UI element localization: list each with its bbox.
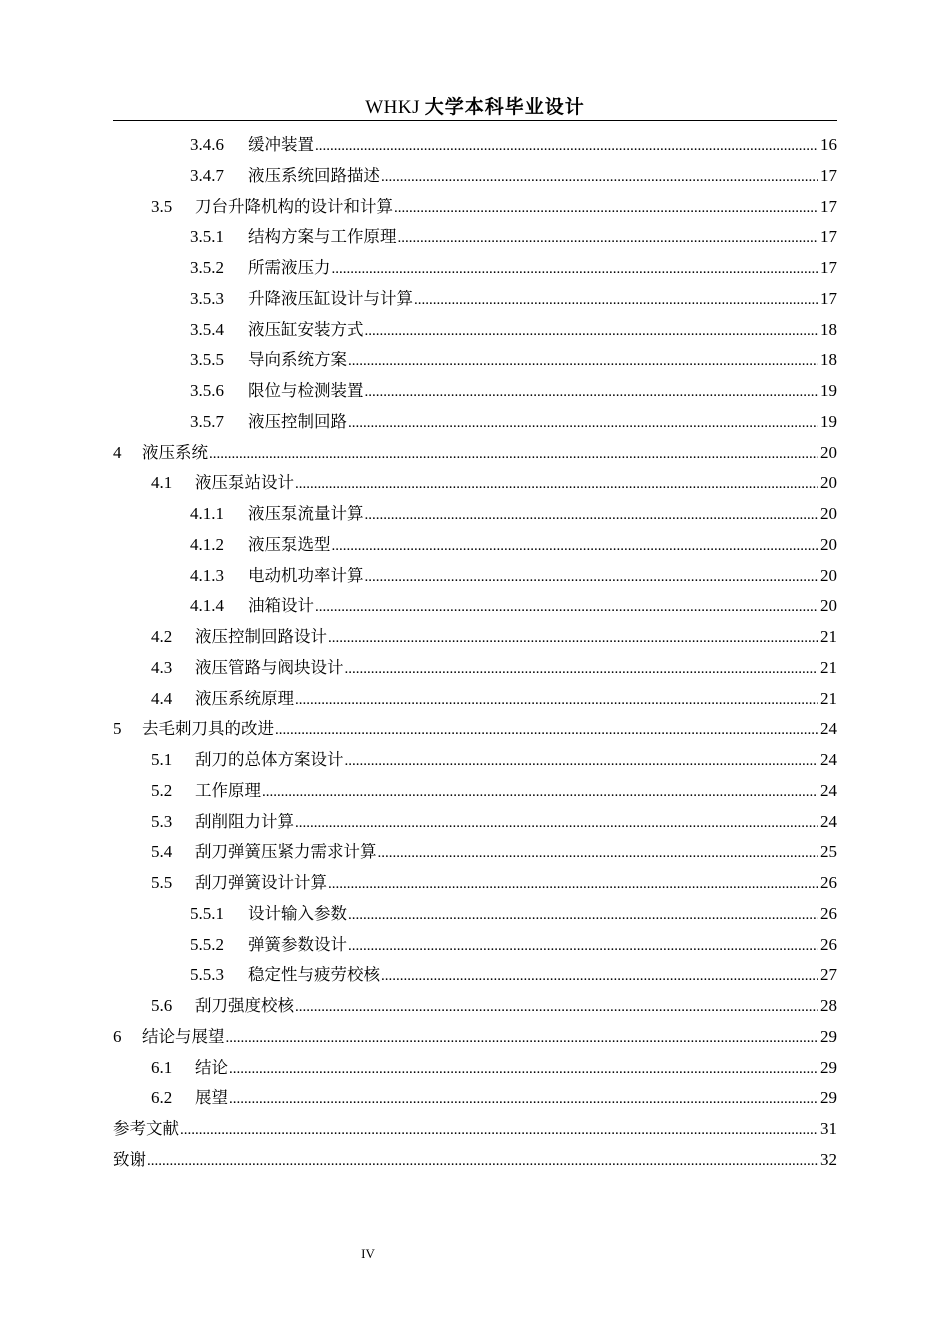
toc-entry-number: 5.5: [151, 873, 173, 892]
toc-entry[interactable]: [113, 345, 837, 376]
toc-dot-leader: [229, 1053, 818, 1085]
toc-entry-number: 3.5.7: [190, 411, 224, 431]
toc-entry[interactable]: [113, 622, 837, 653]
toc-dot-leader: [365, 499, 819, 531]
toc-entry-page: 20: [820, 534, 837, 554]
toc-entry-number: 5.5.2: [190, 934, 224, 954]
toc-entry-number: 3.4.6: [190, 135, 224, 154]
toc-dot-leader: [381, 960, 818, 992]
toc-entry-number: 5.1: [151, 750, 173, 769]
toc-dot-leader: [381, 161, 818, 193]
toc-entry[interactable]: [113, 591, 837, 622]
toc-dot-leader: [365, 376, 819, 408]
toc-entry-page: 18: [820, 319, 837, 339]
toc-entry-page: 17: [820, 165, 837, 185]
toc-dot-leader: [348, 407, 818, 439]
toc-dot-leader: [226, 1022, 819, 1054]
toc-entry-title: 液压控制回路设计: [195, 627, 327, 646]
toc-entry-number: 4.1: [151, 473, 173, 493]
toc-entry[interactable]: [113, 930, 837, 961]
toc-entry[interactable]: [113, 284, 837, 315]
toc-entry-page: 20: [820, 565, 837, 585]
toc-dot-leader: [229, 1083, 818, 1115]
toc-entry-title: 液压系统: [142, 442, 208, 462]
toc-entry-number: 5: [113, 719, 122, 739]
toc-entry-number: 3.4.7: [190, 165, 224, 185]
toc-dot-leader: [328, 868, 818, 900]
toc-entry-number: 5.6: [151, 996, 173, 1015]
toc-dot-leader: [348, 899, 818, 931]
toc-dot-leader: [348, 930, 818, 962]
toc-entry-title: 刮刀的总体方案设计: [195, 750, 344, 769]
toc-dot-leader: [295, 807, 818, 839]
toc-dot-leader: [315, 130, 818, 162]
toc-entry-title: 刮刀强度校核: [195, 996, 294, 1015]
toc-entry-title: 油箱设计: [248, 596, 314, 616]
toc-dot-leader: [332, 253, 819, 285]
toc-entry-title: 展望: [195, 1088, 228, 1108]
toc-entry-page: 20: [820, 504, 837, 523]
toc-entry[interactable]: [113, 530, 837, 561]
toc-entry-page: 21: [820, 688, 837, 708]
toc-entry-number: 5.5.3: [190, 965, 224, 985]
toc-dot-leader: [262, 776, 818, 808]
toc-entry-page: 17: [820, 227, 837, 247]
toc-entry-title: 液压缸安装方式: [248, 319, 364, 339]
toc-dot-leader: [394, 192, 818, 224]
header-latin: WHKJ: [365, 97, 420, 118]
toc-entry[interactable]: [113, 1053, 837, 1084]
toc-entry[interactable]: [113, 807, 837, 838]
toc-entry-title: 刮刀弹簧设计计算: [195, 873, 327, 892]
toc-entry-number: 3.5: [151, 196, 173, 216]
toc-entry-title: 稳定性与疲劳校核: [248, 965, 380, 985]
toc-entry-title: 参考文献: [113, 1119, 179, 1138]
toc-dot-leader: [147, 1145, 818, 1177]
toc-entry[interactable]: [113, 468, 837, 499]
toc-dot-leader: [414, 284, 818, 316]
toc-entry-page: 32: [820, 1149, 837, 1169]
toc-entry-title: 缓冲装置: [248, 135, 314, 154]
page-number: IV: [361, 1246, 375, 1261]
toc-entry-page: 29: [820, 1088, 837, 1108]
toc-entry-title: 结论与展望: [142, 1026, 225, 1046]
table-of-contents: [113, 130, 837, 1176]
toc-entry[interactable]: [113, 1145, 837, 1176]
toc-entry-number: 4.2: [151, 627, 173, 646]
toc-entry-number: 4.3: [151, 657, 173, 677]
toc-dot-leader: [378, 837, 819, 869]
toc-entry[interactable]: [113, 837, 837, 868]
toc-entry-title: 液压泵流量计算: [248, 504, 364, 523]
toc-entry-page: 20: [820, 473, 837, 493]
toc-entry-number: 6: [113, 1026, 122, 1046]
toc-entry-page: 20: [820, 596, 837, 616]
toc-entry-number: 4.1.3: [190, 565, 224, 585]
toc-entry-title: 刀台升降机构的设计和计算: [195, 196, 393, 216]
toc-entry-page: 21: [820, 627, 837, 646]
toc-entry[interactable]: [113, 222, 837, 253]
toc-entry-title: 去毛刺刀具的改进: [142, 719, 274, 739]
toc-entry-page: 25: [820, 842, 837, 862]
toc-entry-title: 结论: [195, 1057, 228, 1077]
toc-entry-number: 4.4: [151, 688, 173, 708]
toc-dot-leader: [295, 684, 818, 716]
toc-entry-page: 26: [820, 903, 837, 923]
toc-entry[interactable]: [113, 561, 837, 592]
toc-entry-number: 5.4: [151, 842, 173, 862]
toc-entry[interactable]: [113, 899, 837, 930]
toc-dot-leader: [365, 561, 819, 593]
toc-entry-number: 3.5.4: [190, 319, 224, 339]
toc-entry[interactable]: [113, 714, 837, 745]
toc-entry-title: 导向系统方案: [248, 350, 347, 370]
toc-entry-number: 3.5.1: [190, 227, 224, 247]
toc-entry-page: 31: [820, 1119, 837, 1138]
toc-entry[interactable]: [113, 192, 837, 223]
toc-entry-title: 液压系统回路描述: [248, 165, 380, 185]
toc-entry[interactable]: [113, 868, 837, 899]
toc-entry-number: 4.1.1: [190, 504, 224, 523]
toc-entry-page: 27: [820, 965, 837, 985]
toc-entry-page: 16: [820, 135, 837, 154]
toc-entry[interactable]: [113, 991, 837, 1022]
header-title: 大学本科毕业设计: [424, 96, 585, 118]
toc-entry-title: 升降液压缸设计与计算: [248, 288, 413, 308]
toc-entry-title: 限位与检测装置: [248, 381, 364, 400]
toc-dot-leader: [315, 591, 818, 623]
toc-entry-title: 液压泵站设计: [195, 473, 294, 493]
toc-entry-page: 24: [820, 719, 837, 739]
toc-entry-number: 4.1.4: [190, 596, 224, 616]
toc-entry-title: 工作原理: [195, 780, 261, 800]
toc-entry-number: 6.2: [151, 1088, 173, 1108]
toc-dot-leader: [365, 315, 819, 347]
toc-entry-title: 液压控制回路: [248, 411, 347, 431]
toc-dot-leader: [398, 222, 819, 254]
toc-entry-number: 5.3: [151, 811, 173, 831]
toc-entry-title: 弹簧参数设计: [248, 934, 347, 954]
toc-entry-title: 液压系统原理: [195, 688, 294, 708]
toc-dot-leader: [295, 468, 818, 500]
toc-entry[interactable]: [113, 684, 837, 715]
toc-entry-title: 设计输入参数: [248, 903, 347, 923]
toc-entry-title: 所需液压力: [248, 258, 331, 277]
toc-dot-leader: [295, 991, 818, 1023]
toc-entry-page: 21: [820, 657, 837, 677]
toc-entry-page: 24: [820, 750, 837, 769]
toc-dot-leader: [345, 653, 819, 685]
toc-entry[interactable]: [113, 130, 837, 161]
toc-entry-number: 4: [113, 442, 122, 462]
toc-entry-title: 液压管路与阀块设计: [195, 657, 344, 677]
toc-entry-number: 3.5.2: [190, 258, 224, 277]
toc-entry[interactable]: [113, 776, 837, 807]
toc-entry-page: 28: [820, 996, 837, 1015]
toc-entry-number: 5.2: [151, 780, 173, 800]
toc-entry-number: 6.1: [151, 1057, 173, 1077]
toc-entry-page: 29: [820, 1057, 837, 1077]
toc-entry[interactable]: [113, 1022, 837, 1053]
toc-entry[interactable]: [113, 253, 837, 284]
toc-entry-title: 液压泵选型: [248, 534, 331, 554]
toc-entry[interactable]: [113, 653, 837, 684]
toc-entry-title: 电动机功率计算: [248, 565, 364, 585]
toc-entry[interactable]: [113, 745, 837, 776]
toc-entry-page: 18: [820, 350, 837, 370]
toc-entry-page: 17: [820, 196, 837, 216]
toc-entry-title: 刮刀弹簧压紧力需求计算: [195, 842, 377, 862]
toc-entry-page: 17: [820, 288, 837, 308]
toc-entry[interactable]: [113, 438, 837, 469]
toc-entry-number: 4.1.2: [190, 534, 224, 554]
toc-entry[interactable]: [113, 499, 837, 530]
toc-dot-leader: [345, 745, 819, 777]
toc-entry-page: 24: [820, 811, 837, 831]
toc-entry[interactable]: [113, 407, 837, 438]
toc-entry-number: 3.5.5: [190, 350, 224, 370]
toc-entry-page: 26: [820, 873, 837, 892]
toc-entry-page: 19: [820, 411, 837, 431]
toc-entry-number: 5.5.1: [190, 903, 224, 923]
toc-entry[interactable]: [113, 1114, 837, 1145]
toc-dot-leader: [348, 345, 818, 377]
toc-entry-page: 17: [820, 258, 837, 277]
toc-dot-leader: [328, 622, 818, 654]
toc-entry-title: 结构方案与工作原理: [248, 227, 397, 247]
toc-entry[interactable]: [113, 376, 837, 407]
page-header: [113, 94, 837, 121]
toc-entry-page: 24: [820, 780, 837, 800]
toc-entry-page: 20: [820, 442, 837, 462]
toc-dot-leader: [332, 530, 819, 562]
toc-entry[interactable]: [113, 315, 837, 346]
toc-entry-title: 刮削阻力计算: [195, 811, 294, 831]
toc-entry-page: 19: [820, 381, 837, 400]
toc-entry-title: 致谢: [113, 1149, 146, 1169]
toc-dot-leader: [180, 1114, 818, 1146]
toc-entry[interactable]: [113, 1083, 837, 1114]
toc-dot-leader: [209, 438, 818, 470]
toc-entry-number: 3.5.6: [190, 381, 224, 400]
toc-entry-page: 29: [820, 1026, 837, 1046]
toc-dot-leader: [275, 714, 818, 746]
toc-entry-number: 3.5.3: [190, 288, 224, 308]
toc-entry-page: 26: [820, 934, 837, 954]
toc-entry[interactable]: [113, 960, 837, 991]
toc-entry[interactable]: [113, 161, 837, 192]
